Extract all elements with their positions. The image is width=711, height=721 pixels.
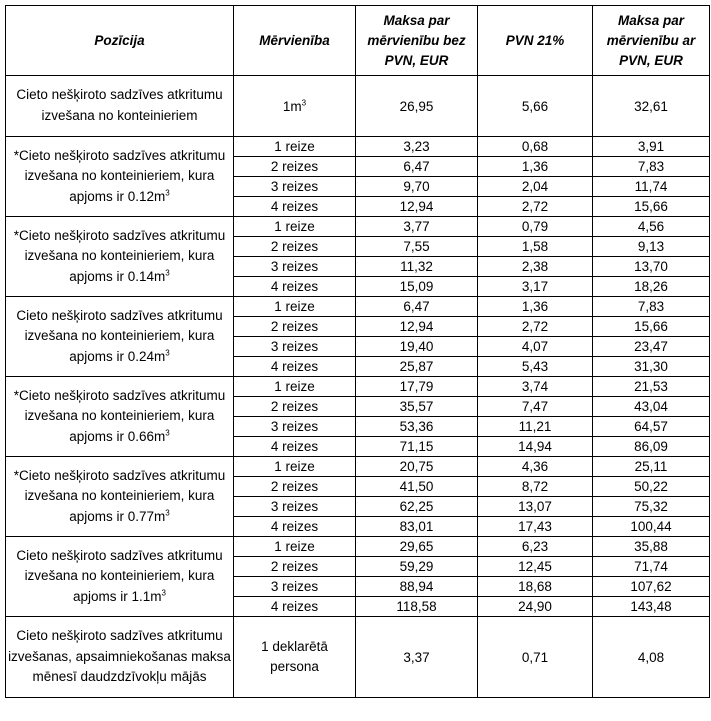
group-volume: 0.14m	[127, 268, 166, 284]
price-excl-cell: 71,15	[356, 437, 478, 457]
unit-cell: 4 reizes	[234, 277, 356, 297]
price-excl-cell: 11,32	[356, 257, 478, 277]
price-incl-cell: 13,70	[593, 257, 710, 277]
first-row-unit-exp: 3	[301, 98, 307, 107]
unit-cell: 2 reizes	[234, 557, 356, 577]
table-body	[6, 76, 710, 698]
unit-cell: 3 reizes	[234, 577, 356, 597]
first-row-unit	[234, 76, 356, 137]
vat-cell: 3,17	[478, 277, 593, 297]
unit-cell: 1 reize	[234, 217, 356, 237]
header-price-excl-vat: Maksa par mērvienību bez PVN, EUR	[356, 6, 478, 76]
unit-cell: 3 reizes	[234, 257, 356, 277]
price-incl-cell: 11,74	[593, 177, 710, 197]
group-volume-exp: 3	[165, 508, 170, 518]
price-incl-cell: 3,91	[593, 137, 710, 157]
price-excl-cell: 3,23	[356, 137, 478, 157]
group-volume-exp: 3	[165, 268, 170, 278]
price-excl-cell: 12,94	[356, 197, 478, 217]
group-volume-exp: 3	[165, 188, 170, 198]
last-row-price-incl: 4,08	[593, 617, 710, 698]
price-excl-cell: 53,36	[356, 417, 478, 437]
price-excl-cell: 20,75	[356, 457, 478, 477]
vat-cell: 2,72	[478, 317, 593, 337]
last-row-vat: 0,71	[478, 617, 593, 698]
table-row	[6, 217, 710, 237]
price-excl-cell: 9,70	[356, 177, 478, 197]
vat-cell: 13,07	[478, 497, 593, 517]
vat-cell: 2,04	[478, 177, 593, 197]
table-row-last	[6, 617, 710, 698]
group-volume: 0.24m	[127, 348, 166, 364]
group-volume: 1.1m	[131, 588, 162, 604]
vat-cell: 1,36	[478, 297, 593, 317]
vat-cell: 7,47	[478, 397, 593, 417]
price-incl-cell: 4,56	[593, 217, 710, 237]
unit-cell: 1 reize	[234, 137, 356, 157]
group-desc: Cieto nešķiroto sadzīves atkritumu izvešana no konteinieriem, kura apjoms ir	[16, 547, 223, 604]
header-unit: Mērvienība	[234, 6, 356, 76]
price-incl-cell: 50,22	[593, 477, 710, 497]
group-volume-exp: 3	[161, 588, 166, 598]
vat-cell: 0,68	[478, 137, 593, 157]
header-price-incl-vat: Maksa par mērvienību ar PVN, EUR	[593, 6, 710, 76]
price-excl-cell: 41,50	[356, 477, 478, 497]
unit-cell: 1 reize	[234, 297, 356, 317]
group-desc: Cieto nešķiroto sadzīves atkritumu izvešana no konteinieriem, kura apjoms ir	[16, 307, 223, 364]
vat-cell: 4,36	[478, 457, 593, 477]
group-volume: 0.77m	[127, 508, 166, 524]
unit-cell: 2 reizes	[234, 477, 356, 497]
group-desc-cell	[6, 217, 234, 297]
unit-cell: 4 reizes	[234, 197, 356, 217]
last-row-price-excl: 3,37	[356, 617, 478, 698]
first-row-price-incl: 32,61	[593, 76, 710, 137]
table-row	[6, 457, 710, 477]
first-row-vat: 5,66	[478, 76, 593, 137]
price-excl-cell: 25,87	[356, 357, 478, 377]
table-row	[6, 537, 710, 557]
last-row-desc: Cieto nešķiroto sadzīves atkritumu izvešanas, apsaimniekošanas maksa mēnesī daudzdzīvokļu mājās	[6, 617, 234, 698]
first-row-price-excl: 26,95	[356, 76, 478, 137]
price-incl-cell: 100,44	[593, 517, 710, 537]
price-excl-cell: 3,77	[356, 217, 478, 237]
vat-cell: 4,07	[478, 337, 593, 357]
price-incl-cell: 31,30	[593, 357, 710, 377]
group-desc-cell	[6, 297, 234, 377]
group-desc-cell	[6, 377, 234, 457]
vat-cell: 2,72	[478, 197, 593, 217]
vat-cell: 18,68	[478, 577, 593, 597]
price-incl-cell: 21,53	[593, 377, 710, 397]
price-incl-cell: 71,74	[593, 557, 710, 577]
price-excl-cell: 12,94	[356, 317, 478, 337]
group-desc-cell	[6, 457, 234, 537]
price-incl-cell: 43,04	[593, 397, 710, 417]
unit-cell: 4 reizes	[234, 517, 356, 537]
vat-cell: 0,79	[478, 217, 593, 237]
unit-cell: 4 reizes	[234, 357, 356, 377]
group-desc-cell	[6, 537, 234, 617]
price-incl-cell: 7,83	[593, 157, 710, 177]
vat-cell: 6,23	[478, 537, 593, 557]
price-incl-cell: 86,09	[593, 437, 710, 457]
group-volume-exp: 3	[165, 428, 170, 438]
unit-cell: 3 reizes	[234, 417, 356, 437]
group-desc: *Cieto nešķiroto sadzīves atkritumu izvešana no konteinieriem, kura apjoms ir	[13, 227, 226, 284]
group-desc: *Cieto nešķiroto sadzīves atkritumu izvešana no konteinieriem, kura apjoms ir	[13, 147, 226, 204]
price-excl-cell: 15,09	[356, 277, 478, 297]
group-volume-exp: 3	[165, 348, 170, 358]
header-position: Pozīcija	[6, 6, 234, 76]
group-desc: *Cieto nešķiroto sadzīves atkritumu izvešana no konteinieriem, kura apjoms ir	[13, 467, 226, 524]
table-row	[6, 377, 710, 397]
price-incl-cell: 9,13	[593, 237, 710, 257]
group-volume: 0.66m	[127, 428, 166, 444]
table-row-first	[6, 76, 710, 137]
unit-cell: 3 reizes	[234, 497, 356, 517]
price-incl-cell: 75,32	[593, 497, 710, 517]
price-excl-cell: 17,79	[356, 377, 478, 397]
price-excl-cell: 7,55	[356, 237, 478, 257]
price-excl-cell: 88,94	[356, 577, 478, 597]
header-vat: PVN 21%	[478, 6, 593, 76]
price-incl-cell: 107,62	[593, 577, 710, 597]
group-desc-cell	[6, 137, 234, 217]
header-row	[6, 6, 710, 76]
price-excl-cell: 83,01	[356, 517, 478, 537]
group-desc: *Cieto nešķiroto sadzīves atkritumu izvešana no konteinieriem, kura apjoms ir	[13, 387, 226, 444]
unit-cell: 2 reizes	[234, 397, 356, 417]
price-excl-cell: 118,58	[356, 597, 478, 617]
unit-cell: 4 reizes	[234, 597, 356, 617]
unit-cell: 2 reizes	[234, 157, 356, 177]
unit-cell: 4 reizes	[234, 437, 356, 457]
price-excl-cell: 59,29	[356, 557, 478, 577]
vat-cell: 1,58	[478, 237, 593, 257]
vat-cell: 17,43	[478, 517, 593, 537]
price-incl-cell: 64,57	[593, 417, 710, 437]
price-incl-cell: 7,83	[593, 297, 710, 317]
price-incl-cell: 15,66	[593, 317, 710, 337]
price-excl-cell: 19,40	[356, 337, 478, 357]
price-table	[5, 5, 710, 698]
vat-cell: 3,74	[478, 377, 593, 397]
table-row	[6, 137, 710, 157]
price-excl-cell: 35,57	[356, 397, 478, 417]
first-row-desc: Cieto nešķiroto sadzīves atkritumu izvešana no konteinieriem	[6, 76, 234, 137]
vat-cell: 8,72	[478, 477, 593, 497]
unit-cell: 1 reize	[234, 537, 356, 557]
price-excl-cell: 29,65	[356, 537, 478, 557]
price-incl-cell: 25,11	[593, 457, 710, 477]
unit-cell: 3 reizes	[234, 337, 356, 357]
unit-cell: 1 reize	[234, 457, 356, 477]
price-excl-cell: 6,47	[356, 157, 478, 177]
price-excl-cell: 6,47	[356, 297, 478, 317]
price-incl-cell: 35,88	[593, 537, 710, 557]
unit-cell: 1 reize	[234, 377, 356, 397]
unit-cell: 2 reizes	[234, 237, 356, 257]
unit-cell: 3 reizes	[234, 177, 356, 197]
price-incl-cell: 15,66	[593, 197, 710, 217]
group-volume: 0.12m	[127, 188, 166, 204]
vat-cell: 2,38	[478, 257, 593, 277]
price-excl-cell: 62,25	[356, 497, 478, 517]
vat-cell: 24,90	[478, 597, 593, 617]
first-row-unit-base: 1m	[282, 98, 302, 114]
vat-cell: 14,94	[478, 437, 593, 457]
vat-cell: 5,43	[478, 357, 593, 377]
price-incl-cell: 23,47	[593, 337, 710, 357]
vat-cell: 12,45	[478, 557, 593, 577]
vat-cell: 1,36	[478, 157, 593, 177]
vat-cell: 11,21	[478, 417, 593, 437]
unit-cell: 2 reizes	[234, 317, 356, 337]
last-row-unit: 1 deklarētā persona	[234, 617, 356, 698]
price-incl-cell: 18,26	[593, 277, 710, 297]
price-incl-cell: 143,48	[593, 597, 710, 617]
table-row	[6, 297, 710, 317]
